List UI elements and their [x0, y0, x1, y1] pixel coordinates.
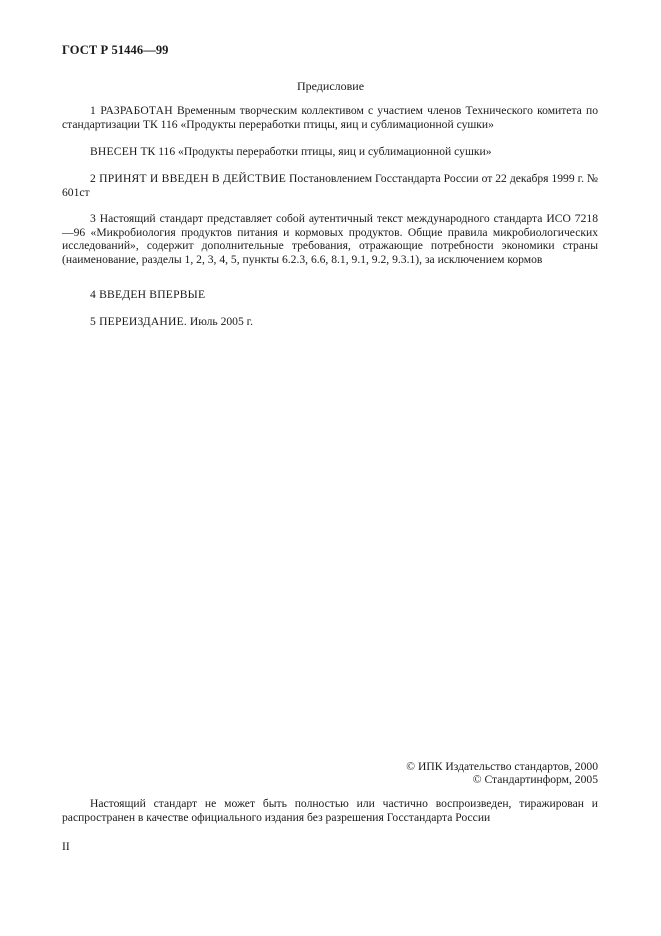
preface-item-1	[62, 104, 598, 131]
preface-item-5	[62, 315, 598, 329]
document-code: ГОСТ Р 51446—99	[62, 43, 169, 57]
item-text: Временным творческим коллективом с участием членов Технического комитета по стандартизации ТК 116 «Продукты переработки птицы, яиц и сублимационной сушки»	[62, 104, 598, 131]
item-lead: 4 ВВЕДЕН ВПЕРВЫЕ	[90, 288, 206, 301]
item-lead: 2 ПРИНЯТ И ВВЕДЕН В ДЕЙСТВИЕ	[90, 172, 286, 185]
preface-item-4	[62, 288, 598, 302]
item-text: Настоящий стандарт представляет собой аутентичный текст международного стандарта ИСО 7218—96 «Микробиология продуктов питания и кормовых продуктов. Общие правила микробиологических исследований», содержит дополнительные требования, отражающие потребности экономики страны (наименование, разделы 1, 2, 3, 4, 5, пункты 6.2.3, 6.6, 8.1, 9.1, 9.2, 9.3.1), за исключением кормов	[62, 212, 598, 266]
page-number: II	[62, 840, 70, 853]
item-text: ТК 116 «Продукты переработки птицы, яиц и сублимационной сушки»	[137, 145, 492, 158]
item-text: Постановлением Госстандарта России от 22 декабря 1999 г. № 601ст	[62, 172, 598, 199]
copyright-line-1: © ИПК Издательство стандартов, 2000	[406, 760, 598, 773]
item-lead: 5 ПЕРЕИЗДАНИЕ.	[90, 315, 187, 328]
item-text: Июль 2005 г.	[186, 315, 254, 328]
preface-item-3	[62, 212, 598, 266]
preface-title: Предисловие	[296, 79, 365, 93]
copyright-line-2: © Стандартинформ, 2005	[472, 773, 598, 786]
reproduction-notice: Настоящий стандарт не может быть полностью или частично воспроизведен, тиражирован и распространен в качестве официального издания без разрешения Госстандарта России	[62, 797, 598, 824]
preface-item-2	[62, 172, 598, 199]
item-lead: ВНЕСЕН	[90, 145, 138, 158]
preface-item-introduced	[62, 145, 598, 159]
item-lead: 1 РАЗРАБОТАН	[90, 104, 173, 117]
item-lead: 3	[90, 212, 96, 225]
